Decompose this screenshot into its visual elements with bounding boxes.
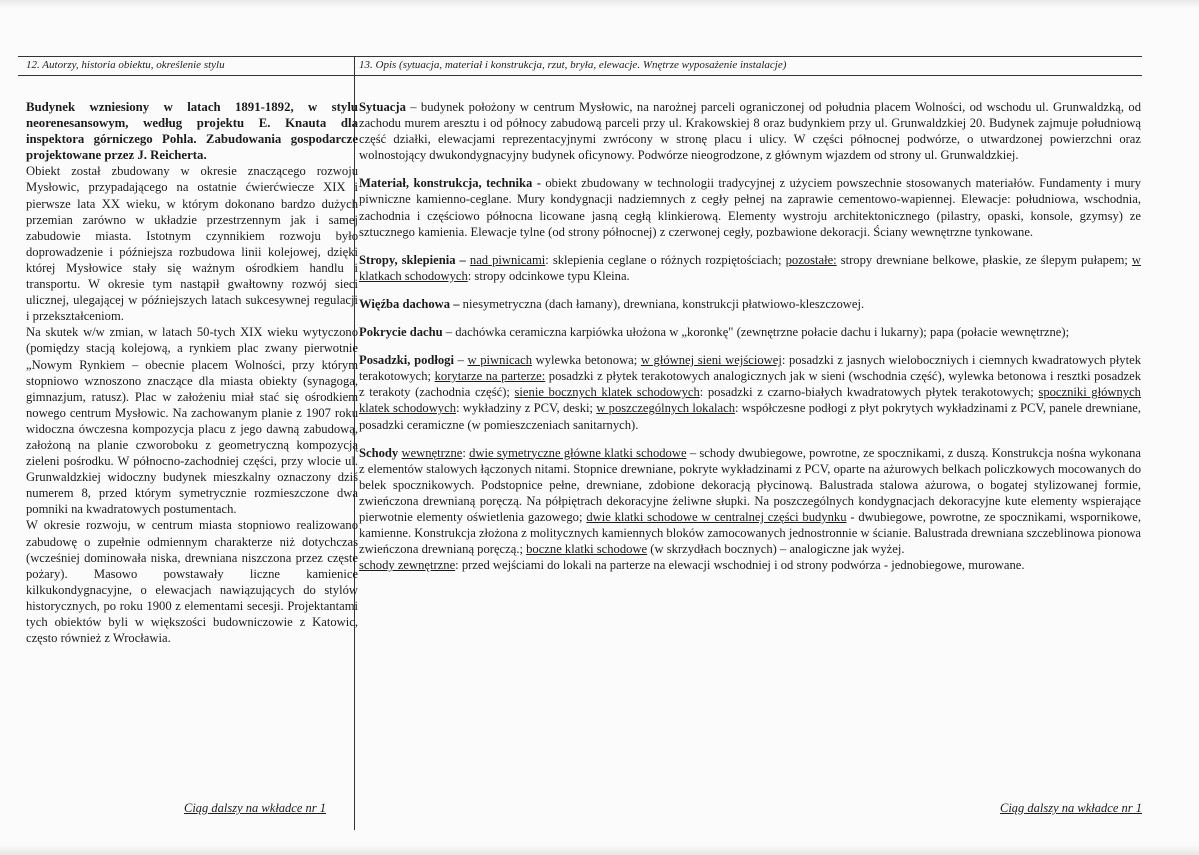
scan-top-edge: [0, 0, 1199, 8]
posadzki-text-1: wylewka betonowa;: [532, 353, 641, 368]
history-paragraph-2: Na skutek w/w zmian, w latach 50-tych XIX wieku wytyczono (pomiędzy stacją kolejową, a rynkiem plac zwany pierwotnie „Nowym Rynkiem – obecnie placem Wolności, przy którym stopniowo wznoszono znaczące dla miasta obiekty (synagoga, gimnazjum, ratusz). Plac w założeniu miał stać się ośrodkiem nowego centrum Mysłowic. Na zachowanym planie z 1907 roku widoczna ówczesna kompozycja placu z jego dawną zabudową, założoną na planie czworoboku z geometryczną kompozycją zieleni pośrodku. W północno-zachodniej części, przy wlocie ul. Grunwaldzkiej widoczny budynek mieszkalny oznaczony dziś numerem 8, przed którym symetrycznie rozmieszczone dwa pomniki na kwadratowych postumentach.: [26, 325, 358, 517]
sytuacja-text: – budynek położony w centrum Mysłowic, na narożnej parceli ograniczonej od południa placem Wolności, od wschodu ul. Grunwaldzką, od zachodu murem aresztu i od północy zabudową parceli przy ul. Krakowskiej 8 oraz budynkiem przy ul. Grunwaldzkiej 20. Budynek zajmuje południową część działki, elewacjami reprezentacyjnymi zwrócony w stronę placu i ulicy. W części północnej podwórze, o utwardzonej powierzchni oraz wolnostojący dwukondygnacyjny budynek oficynowy. Podwórze nieogrodzone, z głównym wjazdem od strony ul. Grunwaldzkiej.: [359, 100, 1141, 163]
section-material: [359, 175, 1141, 239]
schody-text-2: – schody dwubiegowe, powrotne, ze spocznikami, z duszą. Konstrukcja nośna wykonana z elementów stalowych łączonych nitami. Stopnice drewniane, pokryte wykładzinami z PCV, oparte na ażurowych belkach policzkowych mocowanych do belek spocznikowych. Podstopnice pełne, drewniane, zdobione dekoracją płycinową. Balustrada stalowa ażurowa, o bogatej stylizowanej formie, zwieńczona drewnianą poręczą. Na półpiętrach dekoracyjne żeliwne słupki. Na poszczególnych kondygnacjach dekoracyjne kute elementy wspierające pierwotnie elementy oświetlenia gazowego;: [359, 445, 1141, 524]
schody-text-1: :: [462, 445, 470, 460]
pokrycie-title: Pokrycie dachu: [359, 325, 443, 340]
posadzki-underline-5: spoczniki głównych klatek schodowych: [359, 385, 1141, 416]
posadzki-text-0: –: [453, 353, 468, 368]
stropy-title: Stropy, sklepienia –: [359, 252, 466, 267]
pokrycie-text: – dachówka ceramiczna karpiówka ułożona w „koronkę" (zewnętrzne połacie dachu i lukarny); papa (połacie wewnętrzne);: [442, 325, 1070, 340]
posadzki-underline-1: w piwnicach: [467, 353, 533, 368]
stropy-underline-3: w klatkach schodowych: [359, 252, 1142, 283]
schody-underline-5: schody zewnętrzne: [359, 558, 456, 573]
section-posadzki: [359, 352, 1141, 432]
section-stropy: [359, 252, 1141, 284]
schody-text-5: : przed wejściami do lokali na parterze na elewacji wschodniej i od strony podwórza - jednobiegowe, murowane.: [455, 558, 1025, 573]
section-sytuacja: [359, 99, 1141, 163]
stropy-underline-2: pozostałe:: [785, 252, 837, 267]
right-column-header: 13. Opis (sytuacja, materiał i konstrukcja, rzut, bryła, elewacje. Wnętrze wyposażenie instalacje): [359, 59, 787, 71]
wiezba-text: niesymetryczna (dach łamany), drewniana, konstrukcji płatwiowo-kleszczowej.: [459, 296, 865, 311]
posadzki-text-2: : posadzki z jasnych wieloboczniych i ciemnych kwadratowych płytek terakotowych;: [359, 353, 1141, 384]
schody-underline-1: wewnętrzne: [401, 445, 463, 460]
top-rule: [18, 56, 1142, 57]
sytuacja-title: Sytuacja: [359, 100, 406, 114]
stropy-text-1: : sklepienia ceglane o różnych rozpiętościach;: [545, 252, 786, 267]
schody-text-4: (w skrzydłach bocznych) – analogiczne jak wyżej.: [647, 542, 905, 557]
schody-underline-2: dwie symetryczne główne klatki schodowe: [469, 445, 687, 460]
history-lead: Budynek wzniesiony w latach 1891-1892, w stylu neorenesansowym, według projektu E. Knauta dla inspektora górniczego Pohla. Zabudowania gospodarcze projektowane przez J. Reicherta.: [26, 100, 358, 163]
posadzki-underline-4: sienie bocznych klatek schodowych: [514, 385, 700, 400]
schody-underline-4: boczne klatki schodowe: [526, 542, 648, 557]
header-rule: [18, 75, 1142, 76]
posadzki-underline-2: w głównej sieni wejściowej: [640, 353, 782, 368]
section-pokrycie: [359, 324, 1141, 340]
posadzki-text-5: : wykładziny z PCV, deski;: [456, 401, 597, 416]
schody-title: Schody: [359, 445, 399, 460]
history-paragraph-1: Obiekt został zbudowany w okresie znaczącego rozwoju Mysłowic, przypadającego na ostatnie ćwierćwiecze XIX i pierwsze lata XX wieku, w którym dokonano bardzo dużych przemian zarówno w układzie przestrzennym jak i samej zabudowie miasta. Istotnym czynnikiem rozwoju było doprowadzenie i późniejsza rozbudowa linii kolejowej, dzięki której Mysłowice stały się ważnym ośrodkiem handlu i transportu. W okresie tym nastąpił gwałtowny rozwój sieci ulicznej, ulegającej w późniejszych latach sukcesywnej regulacji i przekształceniom.: [26, 164, 358, 324]
stropy-text-3: : stropy odcinkowe typu Kleina.: [467, 268, 630, 283]
form-table: [18, 56, 1142, 830]
wiezba-title: Więźba dachowa –: [359, 296, 460, 311]
posadzki-text-4: : posadzki z czarno-białych kwadratowych płytek terakotowych;: [699, 385, 1039, 400]
section-wiezba: [359, 296, 1141, 312]
right-continuation-note: Ciąg dalszy na wkładce nr 1: [999, 801, 1142, 815]
schody-text-3: - dwubiegowe, powrotne, ze spocznikami, wspornikowe, kamienne. Konstrukcja złożona z molitycznych kamiennych bloków zamocowanych jednostronnie w ścianie. Balustrada drewniana szczeblinowa pionowa zwieńczona drewnianą poręczą.;: [359, 509, 1141, 557]
stropy-text-2: stropy drewniane belkowe, płaskie, ze ślepym pułapem;: [836, 252, 1132, 267]
posadzki-underline-3: korytarze na parterze:: [434, 369, 546, 384]
material-text: obiekt zbudowany w technologii tradycyjnej z użyciem powszechnie stosowanych materiałów. Fundamenty i mury piwniczne kamienno-ceglane. Mury kondygnacji nadziemnych z cegły pełnej na zaprawie cementowo-wapiennej. Elewacje: południowa, wschodnia, zachodnia i częściowo północna licowane jasną cegłą klinkierową. Elementy wystroju architektonicznego (pilastry, opaski, konsole, gzymsy) ze sztucznego kamienia. Elewacje tylne (od strony północnej) z czerwonej cegły, pozbawione dekoracji. Ściany wewnętrzne tynkowane.: [359, 176, 1141, 239]
history-column: [26, 99, 358, 646]
posadzki-underline-6: w poszczególnych lokalach: [596, 401, 736, 416]
posadzki-text-6: : współczesne podłogi z płyt pokrytych wykładzinami z PCV, panele drewniane, posadzki ceramiczne (w pomieszczeniach sanitarnych).: [359, 401, 1141, 432]
posadzki-title: Posadzki, podłogi: [359, 353, 454, 368]
material-title: Materiał, konstrukcja, technika -: [359, 176, 541, 191]
scan-bottom-edge: [0, 845, 1199, 855]
section-schody: [359, 445, 1141, 574]
stropy-underline-1: nad piwnicami: [469, 252, 546, 267]
posadzki-text-3: posadzki z płytek terakotowych analogicznych jak w sieni (wschodnia część), wylewka betonowa i resztki posadzek z terakoty (zachodnia część);: [359, 369, 1142, 400]
schody-underline-3: dwie klatki schodowe w centralnej części budynku: [586, 509, 847, 524]
left-continuation-note: Ciąg dalszy na wkładce nr 1: [184, 801, 327, 815]
description-column: [359, 99, 1141, 585]
history-paragraph-3: W okresie rozwoju, w centrum miasta stopniowo realizowano zabudowę o zupełnie odmiennym charakterze niż dotychczas (wcześniej dominowała niska, drewniana niszczona przez częste pożary). Masowo powstawały liczne kamienice kilkukondygnacyjne, o elewacjach nawiązujących do stylów historycznych, po roku 1900 z elementami secesji. Projektantami tych obiektów byli w większości budowniczowie z Katowic, często również z Wrocławia.: [26, 518, 358, 646]
left-column-header: 12. Autorzy, historia obiektu, określenie stylu: [26, 59, 225, 71]
